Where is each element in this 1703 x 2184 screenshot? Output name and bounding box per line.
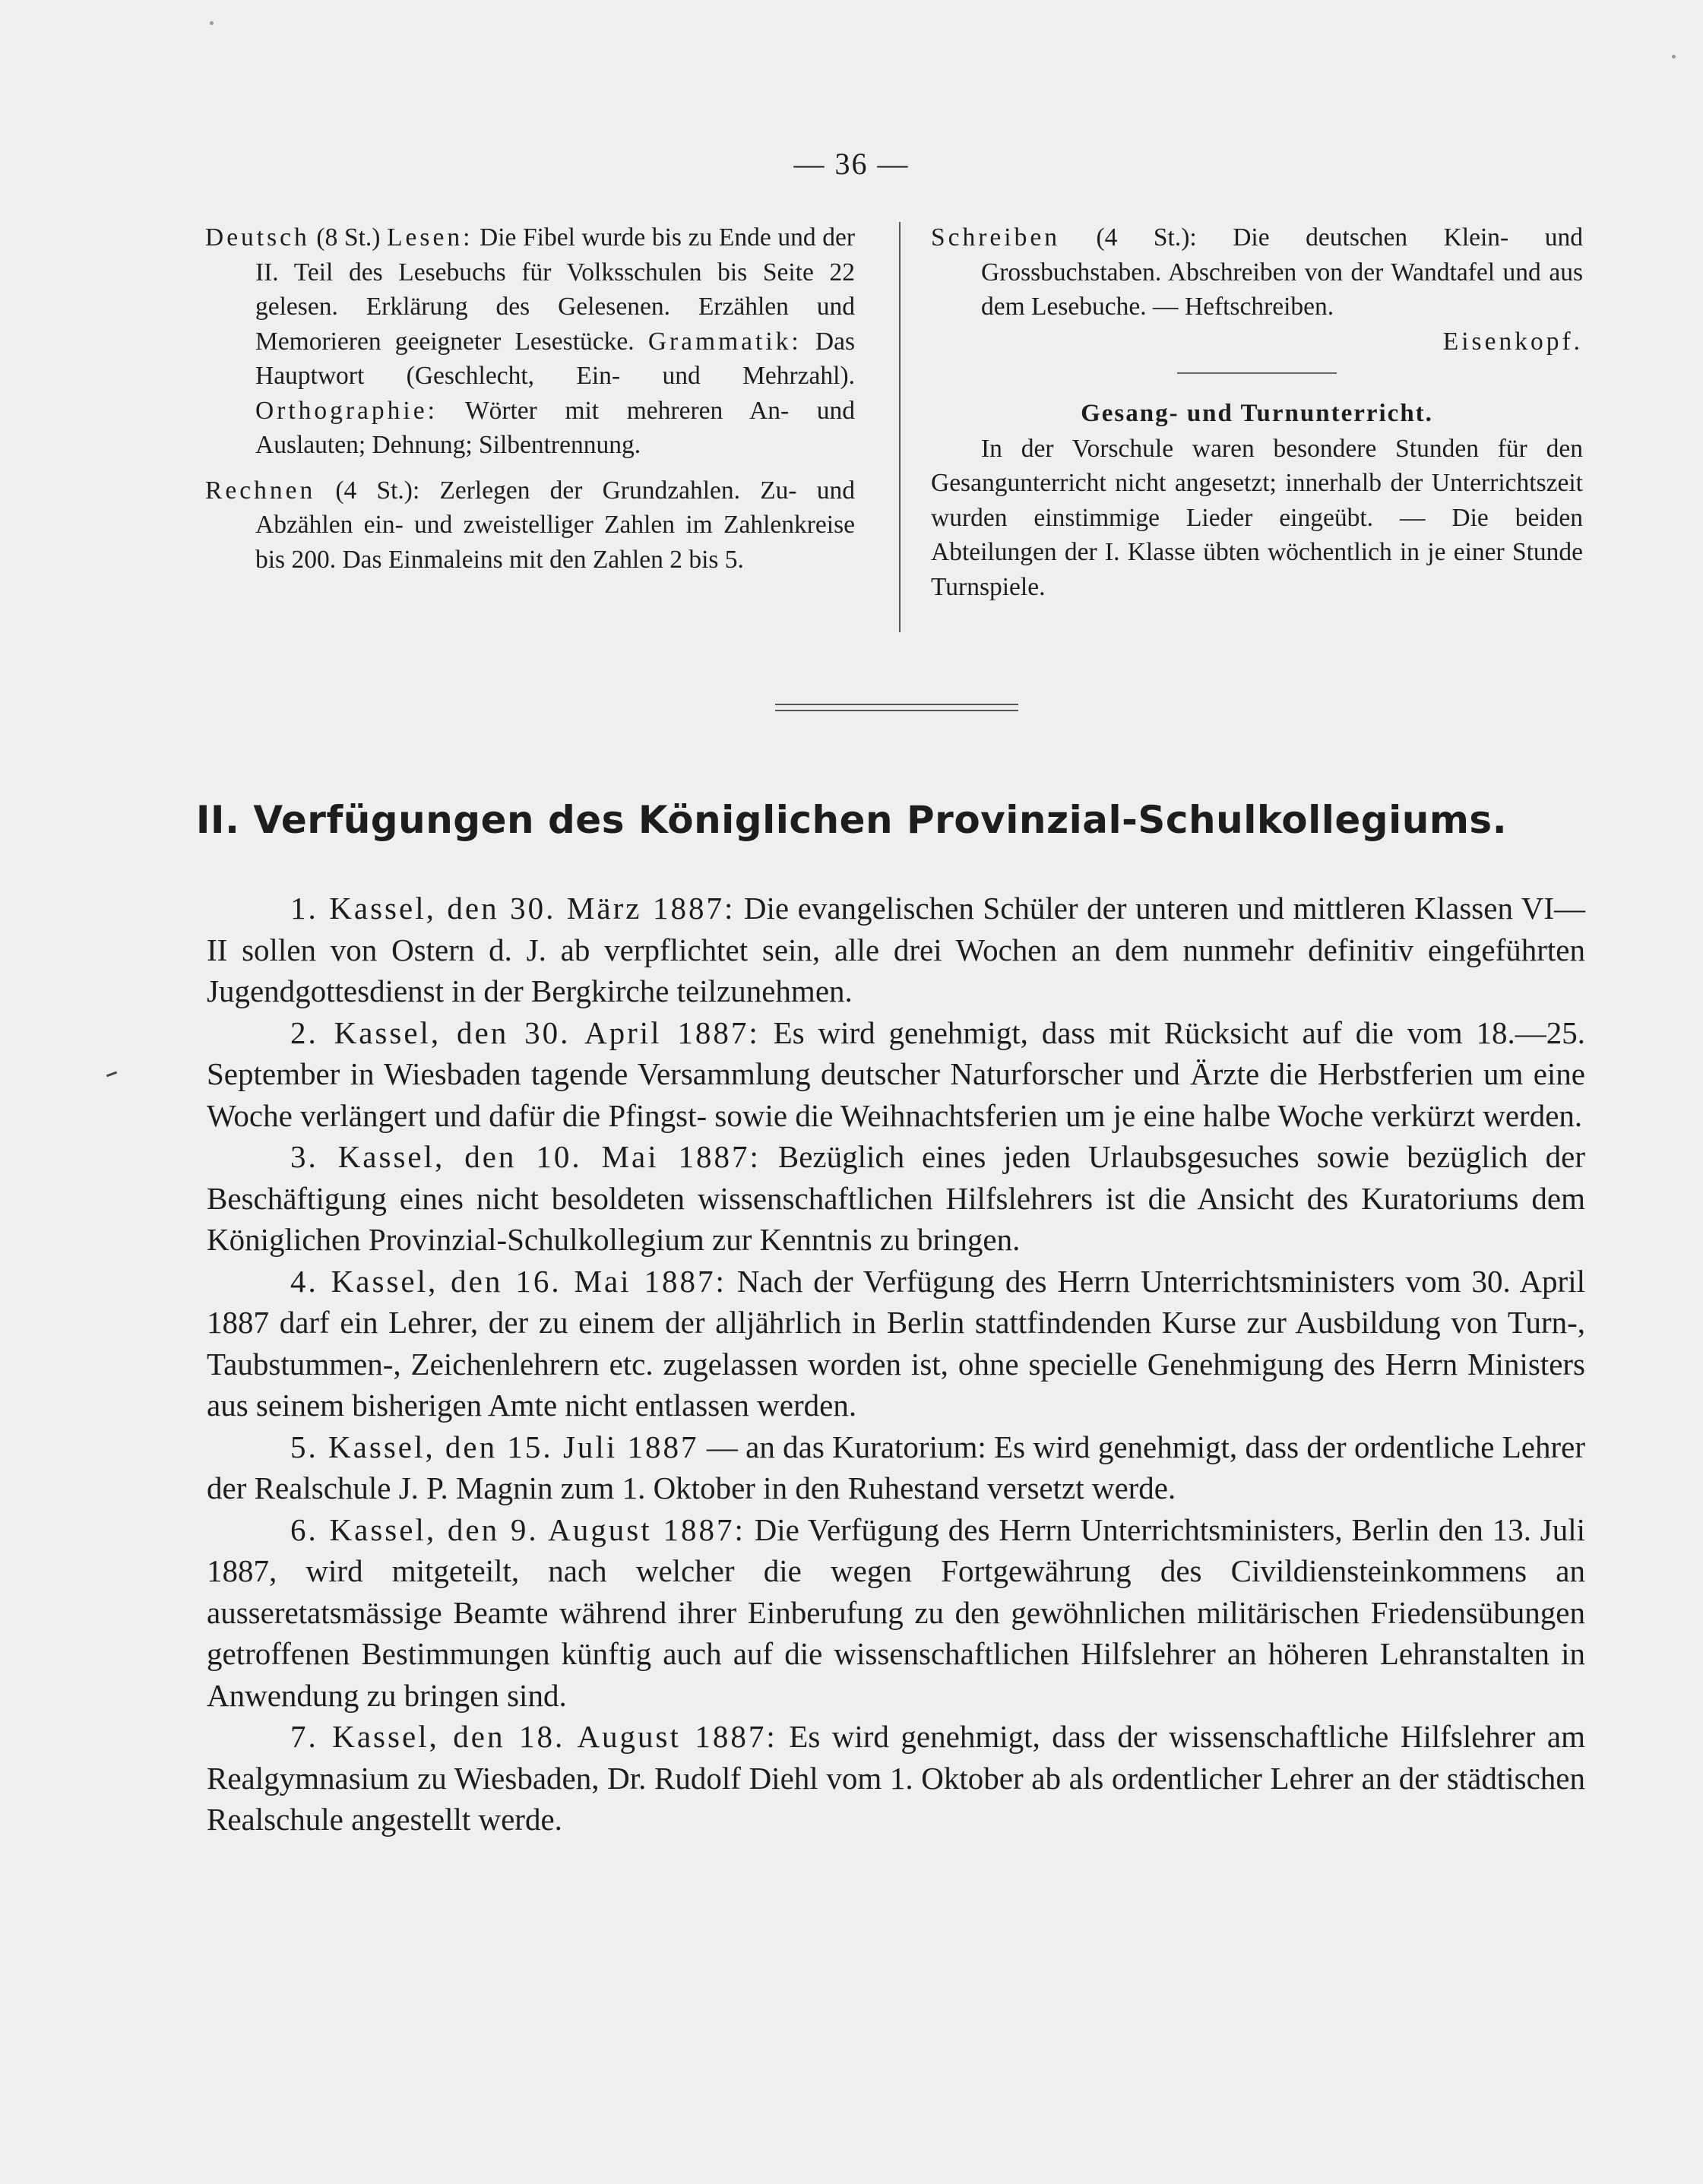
decree-date: 6. Kassel, den 9. August 1887:: [290, 1511, 745, 1547]
deutsch-paragraph: Deutsch (8 St.) Lesen: Die Fibel wurde bis zu Ende und der II. Teil des Lesebuchs für Volksschulen bis Seite 22 gelesen. Erklärung des Gelesenen. Erzählen und Memorieren geeigneter Lesestücke. Grammatik: Das Hauptwort (Geschlecht, Ein- und Mehrzahl). Orthographie: Wörter mit mehreren An- und Auslauten; Dehnung; Silbentrennung.: [205, 223, 855, 459]
topic-label: Orthographie:: [255, 396, 438, 425]
right-column: [931, 220, 1583, 604]
page-number: — 36 —: [793, 147, 910, 181]
decree-item: 5. Kassel, den 15. Juli 1887 — an das Kuratorium: Es wird genehmigt, dass der ordentliche Lehrer der Realschule J. P. Magnin zum 1. Oktober in den Ruhestand versetzt werde.: [207, 1429, 1585, 1505]
schreiben-paragraph: Schreiben (4 St.): Die deutschen Klein- und Grossbuchstaben. Abschreiben von der Wandtafel und aus dem Lesebuche. — Heftschreiben.: [931, 223, 1583, 321]
gesang-paragraph: In der Vorschule waren besondere Stunden für den Gesangunterricht nicht angesetzt; innerhalb der Unterrichtszeit wurden einstimmige Lieder eingeübt. — Die beiden Abteilungen der I. Klasse übten wöchentlich in je einer Stunde Turnspiele.: [931, 434, 1583, 601]
decree-item: 1. Kassel, den 30. März 1887: Die evangelischen Schüler der unteren und mittleren Klassen VI—II sollen von Ostern d. J. ab verpflichtet sein, alle drei Wochen an dem nunmehr definitiv eingeführten Jugendgottesdienst in der Bergkirche teilzunehmen.: [207, 891, 1586, 1008]
decree-date: 3. Kassel, den 10. Mai 1887:: [290, 1139, 761, 1174]
decrees-list: [207, 888, 1585, 1841]
signature: Eisenkopf.: [1442, 327, 1583, 356]
decree-item: 3. Kassel, den 10. Mai 1887: Bezüglich eines jeden Urlaubsgesuches sowie bezüglich der Beschäftigung eines nicht besoldeten wissenschaftlichen Hilfslehrers ist die Ansicht des Kuratoriums dem Königlichen Provinzial-Schulkollegium zur Kenntnis zu bringen.: [207, 1139, 1585, 1257]
column-divider: [899, 222, 901, 632]
decree-item: 6. Kassel, den 9. August 1887: Die Verfügung des Herrn Unterrichtsministers, Berlin den 13. Juli 1887, wird mitgeteilt, nach welcher die wegen Fortgewährung des Civildiensteinkommens an ausseretatsmässige Beamte während ihrer Einberufung zu den gewöhnlichen militärischen Friedensübungen getroffenen Bestimmungen künftig auch auf die wissenschaftlichen Hilfslehrer an höheren Lehranstalten in Anwendung zu bringen sind.: [207, 1511, 1586, 1713]
decree-date: 7. Kassel, den 18. August 1887:: [290, 1719, 777, 1754]
subheading: Gesang- und Turnunterricht.: [1081, 400, 1433, 427]
subject-label: Schreiben: [931, 223, 1060, 252]
subject-label: Deutsch: [205, 223, 310, 252]
section-divider: [775, 704, 1018, 711]
decree-item: 4. Kassel, den 16. Mai 1887: Nach der Verfügung des Herrn Unterrichtsministers vom 30. April 1887 darf ein Lehrer, der zu einem der alljährlich in Berlin stattfindenden Kurse zur Ausbildung von Turn-, Taubstummen-, Zeichenlehrern etc. zugelassen worden ist, ohne specielle Genehmigung des Herrn Ministers aus seinem bisherigen Amte nicht entlassen werden.: [207, 1263, 1585, 1423]
decree-date: 1. Kassel, den 30. März 1887:: [290, 891, 736, 926]
decree-date: 4. Kassel, den 16. Mai 1887:: [290, 1263, 726, 1299]
margin-mark: [106, 1071, 117, 1078]
rechnen-paragraph: Rechnen (4 St.): Zerlegen der Grundzahlen. Zu- und Abzählen ein- und zweistelliger Zahlen im Zahlenkreise bis 200. Das Einmaleins mit den Zahlen 2 bis 5.: [205, 476, 855, 574]
decree-date: 2. Kassel, den 30. April 1887:: [290, 1014, 760, 1050]
divider-rule: [1177, 372, 1337, 374]
decree-date: 5. Kassel, den 15. Juli 1887: [290, 1429, 699, 1464]
section-heading: II. Verfügungen des Königlichen Provinzial-Schulkollegiums.: [195, 798, 1508, 842]
decree-item: 2. Kassel, den 30. April 1887: Es wird genehmigt, dass mit Rücksicht auf die vom 18.—25. September in Wiesbaden tagende Versammlung deutscher Naturforscher und Ärzte die Herbstferien um eine Woche verlängert und dafür die Pfingst- sowie die Weihnachtsferien um je eine halbe Woche verkürzt werden.: [207, 1014, 1585, 1133]
paper-speck: [210, 21, 214, 25]
paper-speck: [1672, 55, 1676, 59]
subject-label: Rechnen: [205, 476, 316, 505]
topic-label: Grammatik:: [647, 327, 802, 356]
decree-item: 7. Kassel, den 18. August 1887: Es wird genehmigt, dass der wissenschaftliche Hilfslehrer am Realgymnasium zu Wiesbaden, Dr. Rudolf Diehl vom 1. Oktober ab als ordentlicher Lehrer an der städtischen Realschule angestellt werde.: [207, 1719, 1586, 1837]
left-column: [205, 220, 855, 577]
topic-label: Lesen:: [387, 223, 473, 252]
